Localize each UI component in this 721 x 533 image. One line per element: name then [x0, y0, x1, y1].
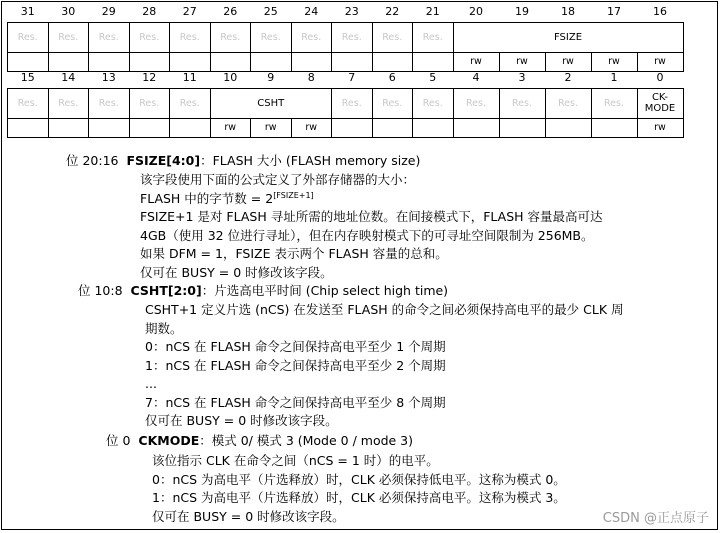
bit-number: 16 [653, 5, 667, 19]
csht-line: CSHT+1 定义片选 (nCS) 在发送至 FLASH 的命令之间必须保持高电平的最少 CLK 周 [145, 302, 624, 317]
access-cell-rw: rw [545, 52, 591, 71]
fsize-description-heading [66, 152, 420, 171]
reserved-cell: Res. [48, 22, 89, 52]
ckmode-line: 0：nCS 为高电平（片选释放）时，CLK 必须保持低电平。这称为模式 0。 [152, 471, 566, 487]
access-cell-rw: rw [210, 118, 251, 137]
reserved-cell: Res. [210, 22, 251, 52]
fsize-line: 4GB（使用 32 位进行寻址），但在内存映射模式下的可寻址空间限制为 256MB。 [140, 227, 594, 243]
access-cell [89, 118, 130, 137]
bit-number: 12 [142, 71, 157, 85]
access-cell [48, 118, 89, 137]
reserved-cell: Res. [591, 88, 637, 118]
bit-number: 13 [101, 71, 116, 85]
access-cell [453, 118, 499, 137]
access-cell-rw: rw [499, 52, 545, 71]
fsize-line: 该字段使用下面的公式定义了外部存储器的大小： [140, 172, 416, 187]
fsize-line: FSIZE+1 是对 FLASH 寻址所需的地址位数。在间接模式下，FLASH 容量最高可达 [140, 209, 603, 224]
csht-description-heading [78, 282, 448, 301]
bit-number: 5 [429, 71, 437, 85]
bit-number: 9 [267, 71, 275, 85]
bit-number: 21 [425, 5, 440, 19]
csht-line: 期数。 [145, 320, 183, 336]
access-cell-rw: rw [591, 52, 637, 71]
access-cell [170, 118, 211, 137]
watermark: CSDN @正点原子 [602, 511, 709, 526]
csht-title: ：片选高电平时间 (Chip select high time) [201, 283, 449, 298]
csht-field: CSHT [210, 88, 332, 118]
bit-number: 17 [607, 5, 621, 19]
ckmode-label-line1: CK- [651, 92, 669, 103]
access-cell [332, 118, 373, 137]
access-cell-rw: rw [291, 118, 332, 137]
fsize-title: ：FLASH 大小 (FLASH memory size) [200, 153, 421, 168]
csht-line: 0：nCS 在 FLASH 命令之间保持高电平至少 1 个周期 [145, 339, 446, 354]
reserved-cell: Res. [413, 22, 454, 52]
fsize-formula-exponent: [FSIZE+1] [273, 190, 314, 200]
bit-number: 1 [610, 71, 618, 85]
bit-number: 30 [61, 5, 76, 19]
access-cell [499, 118, 545, 137]
bit-number: 0 [656, 71, 664, 85]
ckmode-label-line2: MODE [644, 103, 676, 114]
access-cell [413, 118, 454, 137]
reserved-cell: Res. [545, 88, 591, 118]
bit-number: 3 [518, 71, 526, 85]
bit-number: 23 [344, 5, 359, 19]
bit-number: 4 [472, 71, 480, 85]
bit-number: 7 [348, 71, 356, 85]
bit-number: 14 [61, 71, 76, 85]
ckmode-description-heading [106, 432, 413, 451]
ckmode-bits: 位 0 [106, 433, 131, 448]
reserved-cell: Res. [251, 22, 292, 52]
csht-line: 7：nCS 在 FLASH 命令之间保持高电平至少 8 个周期 [145, 394, 446, 410]
bit-number: 15 [20, 71, 35, 85]
csht-line: 仅可在 BUSY = 0 时修改该字段。 [145, 413, 338, 428]
ckmode-name: CKMODE [138, 433, 200, 448]
reserved-cell: Res. [372, 22, 413, 52]
access-cell-rw: rw [453, 52, 499, 71]
bit-number-row [8, 68, 684, 88]
reserved-cell: Res. [89, 88, 130, 118]
fsize-formula [140, 190, 603, 209]
field-row [8, 88, 684, 118]
fsize-field: FSIZE [453, 22, 683, 52]
reserved-cell: Res. [8, 88, 49, 118]
csht-line: 1：nCS 在 FLASH 命令之间保持高电平至少 2 个周期 [145, 357, 446, 373]
reserved-cell: Res. [48, 88, 89, 118]
csht-line: ... [145, 376, 157, 391]
access-cell-rw: rw [251, 118, 292, 137]
ckmode-line: 该位指示 CLK 在命令之间（nCS = 1 时）的电平。 [152, 453, 439, 468]
fsize-formula-text: FLASH 中的字节数 = 2 [140, 190, 274, 206]
register-table-lower [7, 68, 684, 138]
ckmode-description-body [152, 452, 566, 526]
fsize-name: FSIZE[4:0] [126, 153, 201, 168]
bit-number: 19 [515, 5, 529, 19]
access-cell [372, 118, 413, 137]
bit-number: 6 [388, 71, 396, 85]
ckmode-title: ：模式 0/ 模式 3 (Mode 0 / mode 3) [199, 433, 414, 448]
bit-number-row [8, 2, 684, 22]
reserved-cell: Res. [89, 22, 130, 52]
reserved-cell: Res. [291, 22, 332, 52]
reserved-cell: Res. [8, 22, 49, 52]
reserved-cell: Res. [499, 88, 545, 118]
reserved-cell: Res. [332, 22, 373, 52]
bit-number: 18 [561, 5, 575, 19]
bit-number: 2 [564, 71, 572, 85]
csht-bits: 位 10:8 [78, 283, 123, 298]
bit-number: 20 [469, 5, 483, 19]
register-table-upper [7, 2, 684, 72]
access-row [8, 118, 684, 137]
reserved-cell: Res. [170, 22, 211, 52]
access-cell-rw: rw [637, 118, 683, 137]
reserved-cell: Res. [372, 88, 413, 118]
csht-description-body [145, 301, 624, 431]
access-cell-rw: rw [637, 52, 683, 71]
field-row [8, 22, 684, 52]
fsize-description-body [140, 171, 603, 282]
reserved-cell: Res. [129, 88, 170, 118]
bit-number: 28 [142, 5, 157, 19]
fsize-line: 如果 DFM = 1，FSIZE 表示两个 FLASH 容量的总和。 [140, 246, 448, 261]
reserved-cell: Res. [170, 88, 211, 118]
ckmode-line: 仅可在 BUSY = 0 时修改该字段。 [152, 508, 345, 524]
bit-number: 10 [223, 71, 238, 85]
access-cell [591, 118, 637, 137]
bit-number: 24 [304, 5, 319, 19]
reserved-cell: Res. [129, 22, 170, 52]
bit-number: 31 [20, 5, 35, 19]
ckmode-line: 1：nCS 为高电平（片选释放）时，CLK 必须保持高电平。这称为模式 3。 [152, 490, 566, 505]
reserved-cell: Res. [453, 88, 499, 118]
bit-number: 26 [223, 5, 238, 19]
bit-number: 11 [182, 71, 197, 85]
access-cell [545, 118, 591, 137]
fsize-bits: 位 20:16 [66, 153, 119, 168]
bit-number: 22 [385, 5, 400, 19]
bit-number: 8 [307, 71, 315, 85]
reserved-cell: Res. [332, 88, 373, 118]
access-cell [8, 118, 49, 137]
reserved-cell: Res. [413, 88, 454, 118]
bit-number: 25 [263, 5, 278, 19]
bit-number: 27 [182, 5, 197, 19]
fsize-line: 仅可在 BUSY = 0 时修改该字段。 [140, 264, 333, 280]
access-cell [129, 118, 170, 137]
csht-name: CSHT[2:0] [130, 283, 202, 298]
bit-number: 29 [101, 5, 116, 19]
ckmode-field [637, 88, 683, 118]
